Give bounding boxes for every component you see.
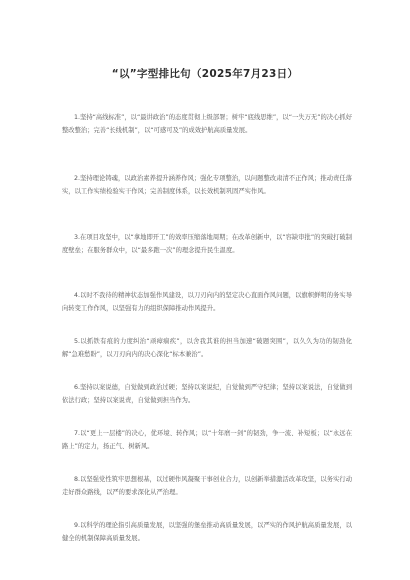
document-title: “以”字型排比句（2025年7月23日） — [111, 68, 299, 80]
paragraph-9: 9.以科学的理论指引高质量发展，以坚强的堡垒推动高质量发展，以严实的作风护航高质量发展，以健全的机制保障高质量发展。 — [62, 522, 352, 542]
paragraph-4: 4.以时不我待的精神状态加强作风建设，以刀刃向内的坚定决心直面作风问题，以旗帜鲜明的务实导向转变工作作风，以坚强有力的组织保障推动作风提升。 — [62, 292, 352, 312]
paragraph-2: 2.坚持理论铸魂，以政治素养提升涵养作风；强化专项整治，以问题整改肃清不正作风；推动责任落实，以工作实绩检验实干作风；完善制度体系，以长效机制巩固严实作风。 — [62, 175, 352, 195]
paragraph-8: 8.以坚强党性筑牢思想根基，以过硬作风凝聚干事创业合力，以创新举措激活改革攻坚，以务实行动走好群众路线，以严的要求深化从严治理。 — [62, 476, 352, 496]
paragraph-7: 7.以“更上一层楼”的决心，优环境、转作风；以“十年磨一剑”的韧劲，争一流、补短板；以“永远在路上”的定力，扬正气、树新风。 — [62, 430, 352, 450]
paragraph-3: 3.在项目攻坚中，以“拿地即开工”的效率压缩落地周期；在改革创新中，以“容缺审批”的突破打破制度壁垒；在服务群众中，以“最多跑一次”的理念提升民生温度。 — [62, 234, 352, 254]
paragraph-6: 6.坚持以案说德，自觉做到政治过硬；坚持以案说纪，自觉做到严守纪律；坚持以案说法，自觉做到依法行政；坚持以案说责，自觉做到担当作为。 — [62, 384, 352, 404]
paragraph-1: 1.坚持“高线标准”，以“最讲政治”的态度贯彻上级部署；树牢“底线思维”，以“一失万无”的决心抓好整改整治；完善“长线机制”，以“可感可及”的成效护航高质量发展。 — [62, 114, 352, 134]
paragraph-5: 5.以抓铁有痕的力度纠治“顽瘴痼疾”，以舍我其谁的担当加速“破题突围”，以久久为功的韧劲化解“急难愁盼”，以刀刃向内的决心深化“标本兼治”。 — [62, 338, 352, 358]
